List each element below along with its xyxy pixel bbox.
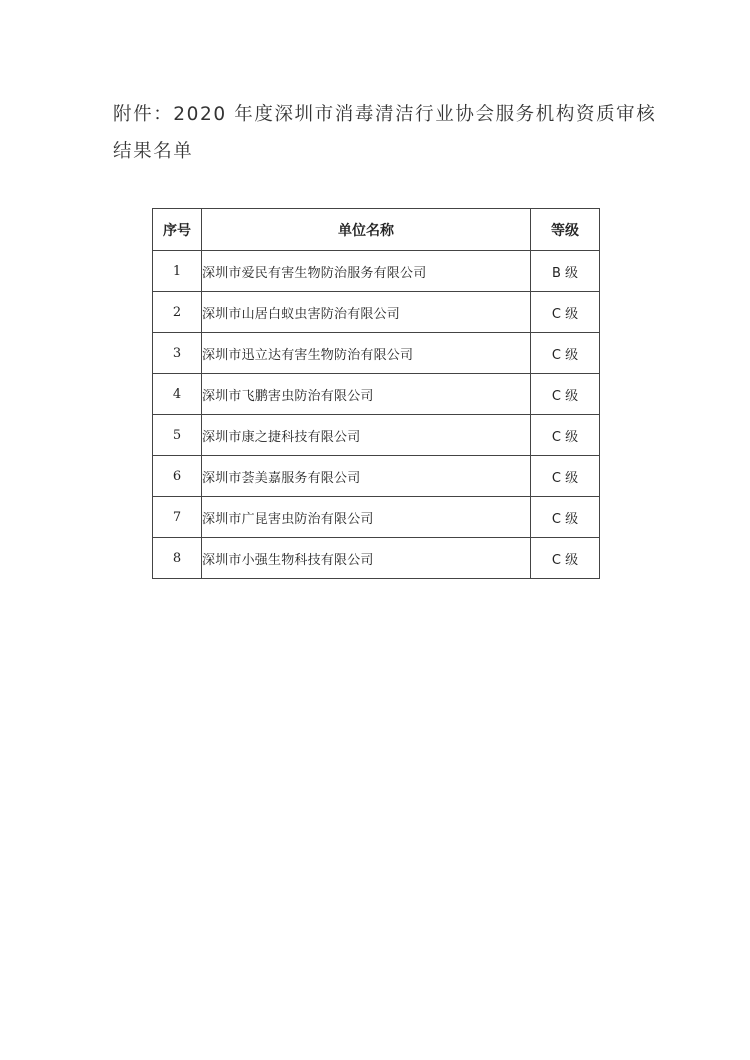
results-table: [152, 208, 600, 579]
row-number: 5: [153, 415, 202, 456]
grade: C 级: [531, 292, 600, 333]
title-line-1: 附件：2020 年度深圳市消毒清洁行业协会服务机构资质审核: [113, 104, 657, 125]
grade: B 级: [531, 251, 600, 292]
unit-name: 深圳市山居白蚁虫害防治有限公司: [202, 292, 531, 333]
row-number: 4: [153, 374, 202, 415]
header-serial-number: 序号: [153, 209, 202, 251]
table-row: [153, 251, 600, 292]
row-number: 6: [153, 456, 202, 497]
row-number: 8: [153, 538, 202, 579]
table-row: [153, 292, 600, 333]
row-number: 2: [153, 292, 202, 333]
grade: C 级: [531, 497, 600, 538]
grade: C 级: [531, 415, 600, 456]
table-row: [153, 497, 600, 538]
unit-name: 深圳市飞鹏害虫防治有限公司: [202, 374, 531, 415]
table-row: [153, 415, 600, 456]
unit-name: 深圳市广昆害虫防治有限公司: [202, 497, 531, 538]
grade: C 级: [531, 538, 600, 579]
grade: C 级: [531, 456, 600, 497]
grade: C 级: [531, 374, 600, 415]
document-title: [113, 96, 657, 170]
table-row: [153, 538, 600, 579]
header-grade: 等级: [531, 209, 600, 251]
row-number: 1: [153, 251, 202, 292]
unit-name: 深圳市爱民有害生物防治服务有限公司: [202, 251, 531, 292]
row-number: 7: [153, 497, 202, 538]
header-unit-name: 单位名称: [202, 209, 531, 251]
unit-name: 深圳市荟美嘉服务有限公司: [202, 456, 531, 497]
table-header-row: [153, 209, 600, 251]
title-line-2: 结果名单: [113, 141, 194, 162]
unit-name: 深圳市小强生物科技有限公司: [202, 538, 531, 579]
unit-name: 深圳市迅立达有害生物防治有限公司: [202, 333, 531, 374]
table-row: [153, 374, 600, 415]
table-row: [153, 333, 600, 374]
grade: C 级: [531, 333, 600, 374]
table-row: [153, 456, 600, 497]
unit-name: 深圳市康之捷科技有限公司: [202, 415, 531, 456]
row-number: 3: [153, 333, 202, 374]
